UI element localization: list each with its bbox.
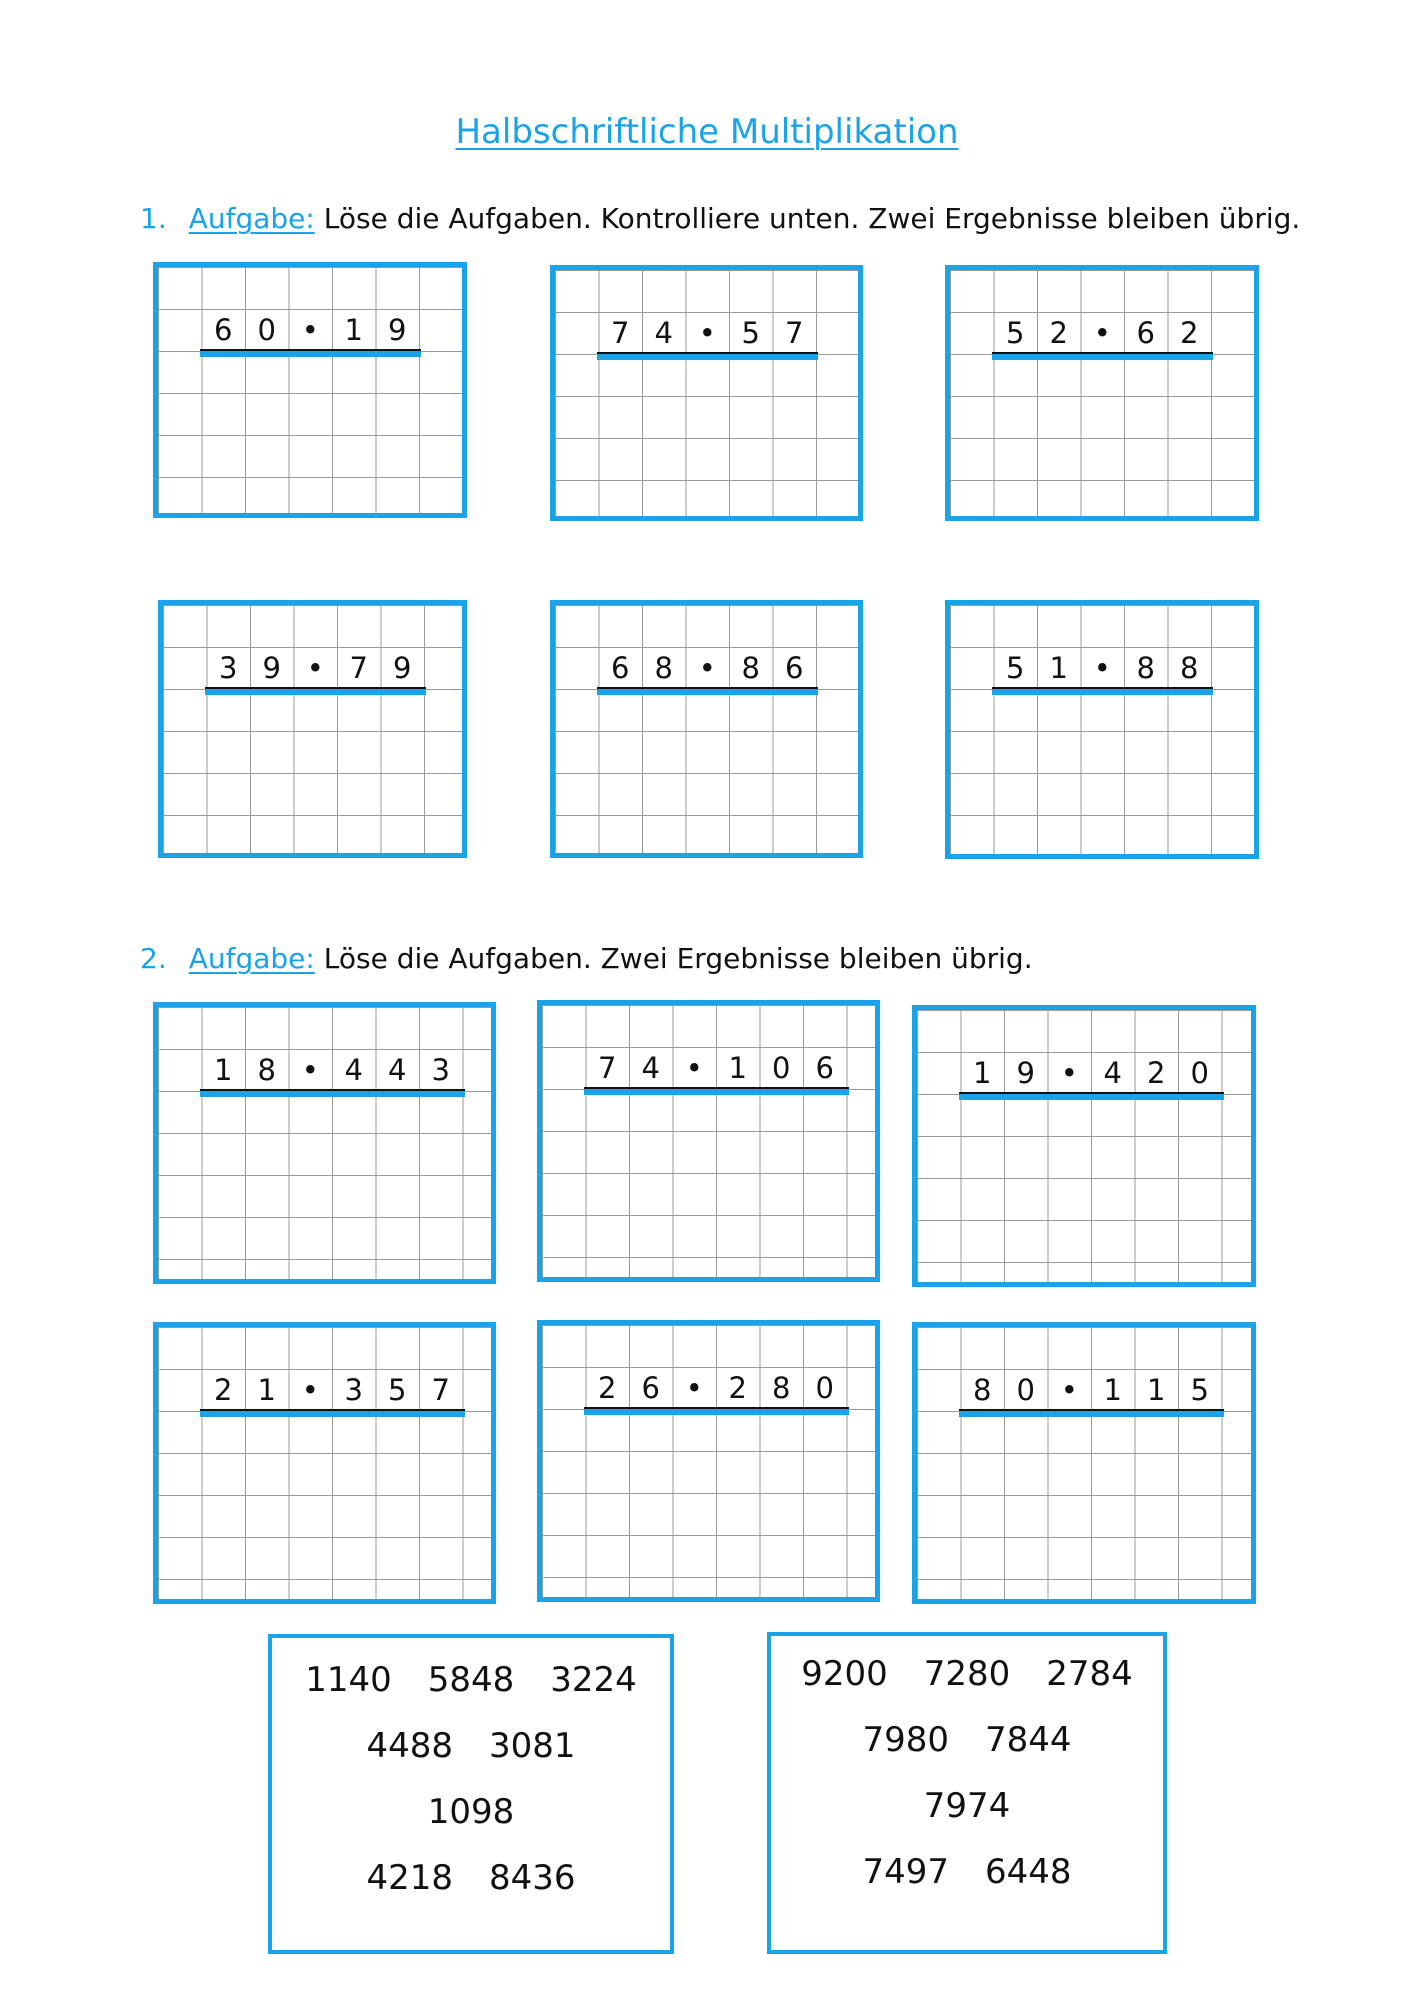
answer-value: 3224 (550, 1660, 637, 1700)
task1-grid-6[interactable] (945, 600, 1259, 859)
digit-cell: 1 (1103, 1373, 1122, 1407)
result-underline (200, 1091, 465, 1097)
digit-cell: 7 (611, 316, 630, 350)
task2-grid-6[interactable] (912, 1322, 1256, 1604)
task1-instruction (140, 202, 1300, 235)
digit-cell: 8 (654, 651, 673, 685)
result-underline (959, 1094, 1224, 1100)
task2-grid-1[interactable] (153, 1002, 496, 1284)
task1-text: Löse die Aufgaben. Kontrolliere unten. Zwei Ergebnisse bleiben übrig. (323, 202, 1301, 235)
digit-cell: 9 (388, 313, 407, 347)
multiply-dot: • (301, 313, 319, 347)
page-title: Halbschriftliche Multiplikation (455, 112, 959, 152)
answer-row (771, 1852, 1163, 1892)
digit-cell: 9 (262, 651, 281, 685)
result-underline (584, 1409, 849, 1415)
digit-cell: 2 (214, 1373, 233, 1407)
multiply-dot: • (301, 1373, 319, 1407)
problem-row (555, 312, 858, 354)
problem-row (158, 309, 462, 351)
digit-cell: 3 (431, 1053, 450, 1087)
problem-row (542, 1047, 875, 1089)
task1-label: Aufgabe: (188, 202, 315, 235)
digit-cell: 4 (344, 1053, 363, 1087)
multiply-dot: • (685, 1371, 703, 1405)
problem-row (950, 647, 1254, 689)
problem-row (917, 1052, 1251, 1094)
digit-cell: 5 (1006, 651, 1025, 685)
digit-cell: 6 (1136, 316, 1155, 350)
digit-cell: 4 (654, 316, 673, 350)
task1-grid-5[interactable] (550, 600, 863, 858)
digit-cell: 1 (1147, 1373, 1166, 1407)
multiply-dot: • (1060, 1373, 1078, 1407)
digit-cell: 5 (1006, 316, 1025, 350)
problem-row (163, 647, 462, 689)
task2-grid-2[interactable] (537, 1000, 880, 1282)
digit-cell: 8 (257, 1053, 276, 1087)
result-underline (992, 689, 1214, 695)
task1-grid-3[interactable] (945, 265, 1259, 521)
digit-cell: 6 (214, 313, 233, 347)
digit-cell: 7 (598, 1051, 617, 1085)
result-underline (992, 354, 1214, 360)
digit-cell: 0 (1016, 1373, 1035, 1407)
digit-cell: 5 (741, 316, 760, 350)
task1-grid-1[interactable] (153, 262, 467, 518)
multiply-dot: • (1060, 1056, 1078, 1090)
answer-value: 5848 (427, 1660, 515, 1700)
digit-cell: 0 (815, 1371, 834, 1405)
digit-cell: 1 (344, 313, 363, 347)
answer-value: 8436 (489, 1858, 576, 1898)
answer-value: 4488 (366, 1726, 453, 1766)
digit-cell: 9 (1016, 1056, 1035, 1090)
result-underline (200, 351, 422, 357)
digit-cell: 1 (728, 1051, 747, 1085)
digit-cell: 0 (257, 313, 276, 347)
digit-cell: 8 (741, 651, 760, 685)
digit-cell: 2 (1147, 1056, 1166, 1090)
digit-cell: 8 (973, 1373, 992, 1407)
result-underline (584, 1089, 849, 1095)
task2-number: 2. (140, 942, 167, 975)
digit-cell: 7 (785, 316, 804, 350)
task1-number: 1. (140, 202, 167, 235)
answer-value: 6448 (985, 1852, 1072, 1892)
digit-cell: 8 (1136, 651, 1155, 685)
task2-grid-3[interactable] (912, 1005, 1256, 1287)
digit-cell: 4 (641, 1051, 660, 1085)
digit-cell: 1 (973, 1056, 992, 1090)
problem-row (950, 312, 1254, 354)
multiply-dot: • (306, 651, 324, 685)
answer-value: 1098 (427, 1792, 515, 1832)
task2-grid-5[interactable] (537, 1320, 880, 1602)
answer-value: 3081 (489, 1726, 576, 1766)
task2-grid-4[interactable] (153, 1322, 496, 1604)
answer-value: 4218 (366, 1858, 453, 1898)
problem-row (917, 1369, 1251, 1411)
digit-cell: 2 (728, 1371, 747, 1405)
digit-cell: 1 (257, 1373, 276, 1407)
digit-cell: 0 (1190, 1056, 1209, 1090)
digit-cell: 6 (815, 1051, 834, 1085)
digit-cell: 1 (214, 1053, 233, 1087)
digit-cell: 3 (344, 1373, 363, 1407)
digit-cell: 7 (431, 1373, 450, 1407)
answer-value: 9200 (801, 1654, 888, 1694)
digit-cell: 8 (1180, 651, 1199, 685)
multiply-dot: • (698, 316, 716, 350)
answer-value: 7280 (923, 1654, 1011, 1694)
digit-cell: 9 (393, 651, 412, 685)
digit-cell: 5 (1190, 1373, 1209, 1407)
task2-label: Aufgabe: (188, 942, 315, 975)
digit-cell: 5 (388, 1373, 407, 1407)
digit-cell: 4 (388, 1053, 407, 1087)
task1-grid-4[interactable] (158, 600, 467, 858)
digit-cell: 1 (1049, 651, 1068, 685)
task2-instruction (140, 942, 1033, 975)
problem-row (555, 647, 858, 689)
problem-row (158, 1049, 491, 1091)
answer-row (771, 1654, 1163, 1694)
problem-row (158, 1369, 491, 1411)
multiply-dot: • (1093, 316, 1111, 350)
digit-cell: 2 (598, 1371, 617, 1405)
result-underline (597, 689, 819, 695)
result-underline (200, 1411, 465, 1417)
digit-cell: 0 (772, 1051, 791, 1085)
digit-cell: 4 (1103, 1056, 1122, 1090)
answer-value: 7980 (862, 1720, 949, 1760)
multiply-dot: • (698, 651, 716, 685)
answer-box-left (268, 1634, 674, 1954)
answer-row (272, 1858, 670, 1898)
digit-cell: 6 (785, 651, 804, 685)
result-underline (205, 689, 427, 695)
digit-cell: 6 (611, 651, 630, 685)
result-underline (597, 354, 819, 360)
digit-cell: 8 (772, 1371, 791, 1405)
answer-value: 7844 (985, 1720, 1072, 1760)
digit-cell: 2 (1049, 316, 1068, 350)
task2-text: Löse die Aufgaben. Zwei Ergebnisse bleiben übrig. (323, 942, 1033, 975)
digit-cell: 2 (1180, 316, 1199, 350)
multiply-dot: • (301, 1053, 319, 1087)
task1-grid-2[interactable] (550, 265, 863, 521)
problem-row (542, 1367, 875, 1409)
answer-value: 7497 (862, 1852, 949, 1892)
multiply-dot: • (685, 1051, 703, 1085)
answer-box-right (767, 1632, 1167, 1954)
answer-row (272, 1792, 670, 1832)
answer-row (272, 1660, 670, 1700)
answer-value: 2784 (1046, 1654, 1133, 1694)
answer-value: 7974 (923, 1786, 1011, 1826)
digit-cell: 7 (349, 651, 368, 685)
answer-value: 1140 (305, 1660, 392, 1700)
answer-row (272, 1726, 670, 1766)
digit-cell: 6 (641, 1371, 660, 1405)
digit-cell: 3 (219, 651, 238, 685)
answer-row (771, 1786, 1163, 1826)
result-underline (959, 1411, 1224, 1417)
answer-row (771, 1720, 1163, 1760)
multiply-dot: • (1093, 651, 1111, 685)
